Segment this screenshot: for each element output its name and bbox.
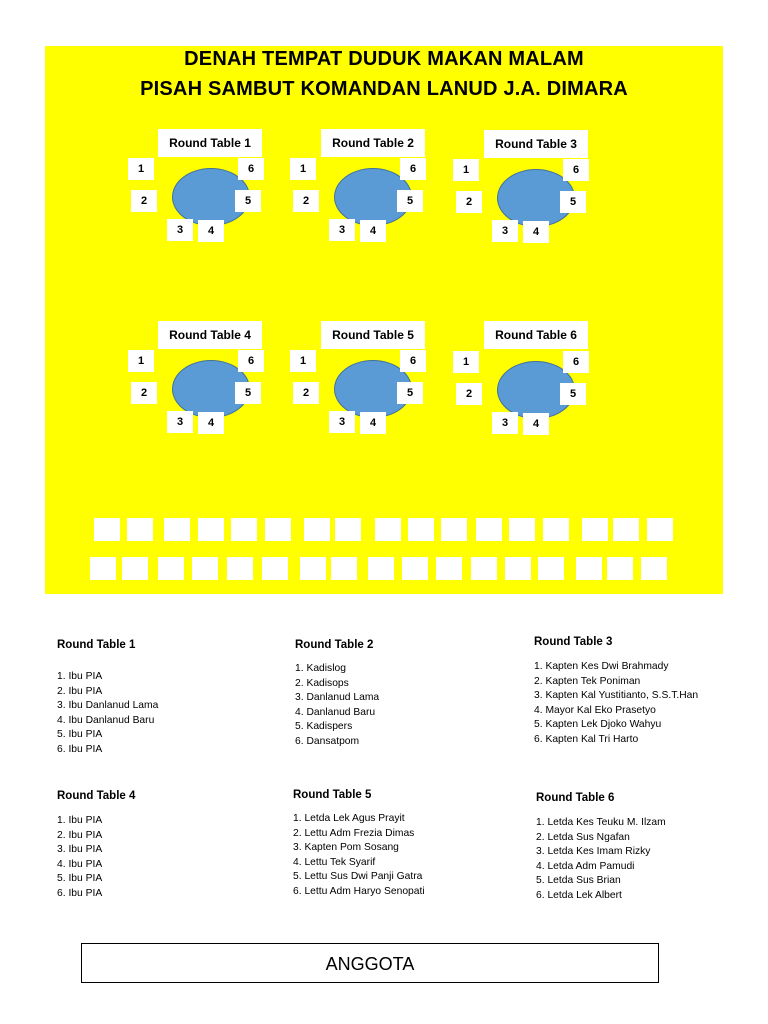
guest-list-item: 1. Letda Lek Agus Prayit <box>293 813 405 824</box>
guest-list-item: 2. Ibu PIA <box>57 685 103 697</box>
member-chair-row2-2 <box>122 557 148 580</box>
guest-list-item: 3. Kapten Kal Yustitianto, S.S.T.Han <box>534 690 699 702</box>
guest-list-item: 5. Ibu PIA <box>57 729 103 741</box>
table-5-seat-4: 4 <box>360 412 386 434</box>
table-2-seat-3: 3 <box>329 219 355 241</box>
member-chair-row2-3 <box>158 557 184 580</box>
table-1-seat-6: 6 <box>238 158 264 180</box>
member-chair-row2-13 <box>505 557 531 580</box>
guest-list-title-3: Round Table 3 <box>534 636 613 648</box>
guest-list-item: 2. Lettu Adm Frezia Dimas <box>293 827 415 839</box>
guest-list-item: 1. Kadislog <box>295 663 346 674</box>
member-chair-row2-9 <box>368 557 394 580</box>
member-chair-row1-17 <box>647 518 673 541</box>
guest-list-item: 6. Ibu PIA <box>57 743 103 755</box>
member-chair-row1-14 <box>543 518 569 541</box>
member-chair-row2-16 <box>607 557 633 580</box>
member-chair-row1-8 <box>335 518 361 541</box>
guest-list-item: 6. Letda Lek Albert <box>536 889 622 901</box>
guest-list-item: 1. Ibu PIA <box>57 671 103 682</box>
guest-list-item: 1. Kapten Kes Dwi Brahmady <box>534 661 669 672</box>
table-5-seat-1: 1 <box>290 350 316 372</box>
member-chair-row1-2 <box>127 518 153 541</box>
table-label-6: Round Table 6 <box>484 321 588 349</box>
guest-list-6 <box>536 816 666 904</box>
guest-list-1 <box>57 670 158 758</box>
guest-list-item: 2. Ibu PIA <box>57 829 103 841</box>
table-2-seat-5: 5 <box>397 190 423 212</box>
member-chair-row1-6 <box>265 518 291 541</box>
table-6-seat-4: 4 <box>523 413 549 435</box>
table-3-seat-4: 4 <box>523 221 549 243</box>
guest-list-item: 5. Lettu Sus Dwi Panji Gatra <box>293 871 423 883</box>
guest-list-item: 6. Kapten Kal Tri Harto <box>534 733 639 745</box>
table-3-seat-6: 6 <box>563 159 589 181</box>
table-4-seat-3: 3 <box>167 411 193 433</box>
member-chair-row1-12 <box>476 518 502 541</box>
table-3-seat-1: 1 <box>453 159 479 181</box>
member-chair-row2-6 <box>262 557 288 580</box>
table-label-2: Round Table 2 <box>321 129 425 157</box>
member-chair-row1-15 <box>582 518 608 541</box>
guest-list-item: 5. Kadispers <box>295 721 353 733</box>
guest-list-item: 5. Kapten Lek Djoko Wahyu <box>534 719 662 731</box>
table-5-seat-5: 5 <box>397 382 423 404</box>
table-1-seat-3: 3 <box>167 219 193 241</box>
guest-list-item: 4. Mayor Kal Eko Prasetyo <box>534 704 656 716</box>
table-6-seat-1: 1 <box>453 351 479 373</box>
table-1-seat-4: 4 <box>198 220 224 242</box>
guest-list-item: 3. Letda Kes Imam Rizky <box>536 846 651 858</box>
guest-list-title-2: Round Table 2 <box>295 639 374 651</box>
member-chair-row1-1 <box>94 518 120 541</box>
table-4-seat-1: 1 <box>128 350 154 372</box>
guest-list-3 <box>534 660 698 748</box>
table-2-seat-1: 1 <box>290 158 316 180</box>
table-label-3: Round Table 3 <box>484 130 588 158</box>
title-line-2: PISAH SAMBUT KOMANDAN LANUD J.A. DIMARA <box>140 78 628 100</box>
table-4-seat-5: 5 <box>235 382 261 404</box>
member-chair-row1-16 <box>613 518 639 541</box>
member-chair-row1-4 <box>198 518 224 541</box>
table-3-seat-2: 2 <box>456 191 482 213</box>
guest-list-item: 3. Kapten Pom Sosang <box>293 842 399 854</box>
table-2-seat-4: 4 <box>360 220 386 242</box>
table-label-4: Round Table 4 <box>158 321 262 349</box>
member-chair-row2-1 <box>90 557 116 580</box>
table-5-seat-6: 6 <box>400 350 426 372</box>
guest-list-item: 2. Kadisops <box>295 677 349 689</box>
member-chair-row1-10 <box>408 518 434 541</box>
member-chair-row1-7 <box>304 518 330 541</box>
guest-list-2 <box>295 662 379 750</box>
guest-list-item: 6. Lettu Adm Haryo Senopati <box>293 885 425 897</box>
table-3-seat-3: 3 <box>492 220 518 242</box>
guest-list-item: 3. Ibu Danlanud Lama <box>57 700 159 712</box>
guest-list-item: 5. Letda Sus Brian <box>536 875 621 887</box>
member-chair-row2-11 <box>436 557 462 580</box>
member-chair-row1-11 <box>441 518 467 541</box>
member-chair-row2-10 <box>402 557 428 580</box>
member-chair-row2-12 <box>471 557 497 580</box>
table-1-seat-1: 1 <box>128 158 154 180</box>
guest-list-item: 5. Ibu PIA <box>57 873 103 885</box>
table-label-1: Round Table 1 <box>158 129 262 157</box>
table-5-seat-3: 3 <box>329 411 355 433</box>
guest-list-item: 3. Ibu PIA <box>57 844 103 856</box>
table-4-seat-6: 6 <box>238 350 264 372</box>
guest-list-item: 3. Danlanud Lama <box>295 692 380 704</box>
member-chair-row2-5 <box>227 557 253 580</box>
table-label-5: Round Table 5 <box>321 321 425 349</box>
guest-list-item: 4. Ibu Danlanud Baru <box>57 714 155 726</box>
table-1-seat-2: 2 <box>131 190 157 212</box>
guest-list-4 <box>57 814 102 902</box>
guest-list-title-4: Round Table 4 <box>57 790 136 802</box>
guest-list-item: 4. Lettu Tek Syarif <box>293 856 376 868</box>
guest-list-item: 6. Ibu PIA <box>57 887 103 899</box>
table-4-seat-2: 2 <box>131 382 157 404</box>
table-5-seat-2: 2 <box>293 382 319 404</box>
guest-list-item: 4. Danlanud Baru <box>295 706 376 718</box>
guest-list-5 <box>293 812 425 900</box>
member-chair-row2-8 <box>331 557 357 580</box>
guest-list-item: 1. Letda Kes Teuku M. Ilzam <box>536 817 666 828</box>
table-1-seat-5: 5 <box>235 190 261 212</box>
table-3-seat-5: 5 <box>560 191 586 213</box>
member-chair-row2-4 <box>192 557 218 580</box>
member-chair-row1-13 <box>509 518 535 541</box>
member-chair-row1-5 <box>231 518 257 541</box>
anggota-box: ANGGOTA <box>81 943 659 983</box>
guest-list-item: 2. Kapten Tek Poniman <box>534 675 641 687</box>
member-chair-row1-9 <box>375 518 401 541</box>
table-2-seat-2: 2 <box>293 190 319 212</box>
guest-list-title-5: Round Table 5 <box>293 789 372 801</box>
table-4-seat-4: 4 <box>198 412 224 434</box>
table-6-seat-5: 5 <box>560 383 586 405</box>
table-6-seat-3: 3 <box>492 412 518 434</box>
member-chair-row2-14 <box>538 557 564 580</box>
guest-list-title-1: Round Table 1 <box>57 639 136 651</box>
table-2-seat-6: 6 <box>400 158 426 180</box>
guest-list-title-6: Round Table 6 <box>536 792 615 804</box>
member-chair-row2-15 <box>576 557 602 580</box>
guest-list-item: 2. Letda Sus Ngafan <box>536 831 630 843</box>
member-chair-row2-17 <box>641 557 667 580</box>
member-chair-row1-3 <box>164 518 190 541</box>
title-line-1: DENAH TEMPAT DUDUK MAKAN MALAM <box>184 48 584 70</box>
table-6-seat-2: 2 <box>456 383 482 405</box>
table-6-seat-6: 6 <box>563 351 589 373</box>
guest-list-item: 4. Letda Adm Pamudi <box>536 860 635 872</box>
member-chair-row2-7 <box>300 557 326 580</box>
guest-list-item: 1. Ibu PIA <box>57 815 103 826</box>
guest-list-item: 6. Dansatpom <box>295 735 360 747</box>
guest-list-item: 4. Ibu PIA <box>57 858 103 870</box>
